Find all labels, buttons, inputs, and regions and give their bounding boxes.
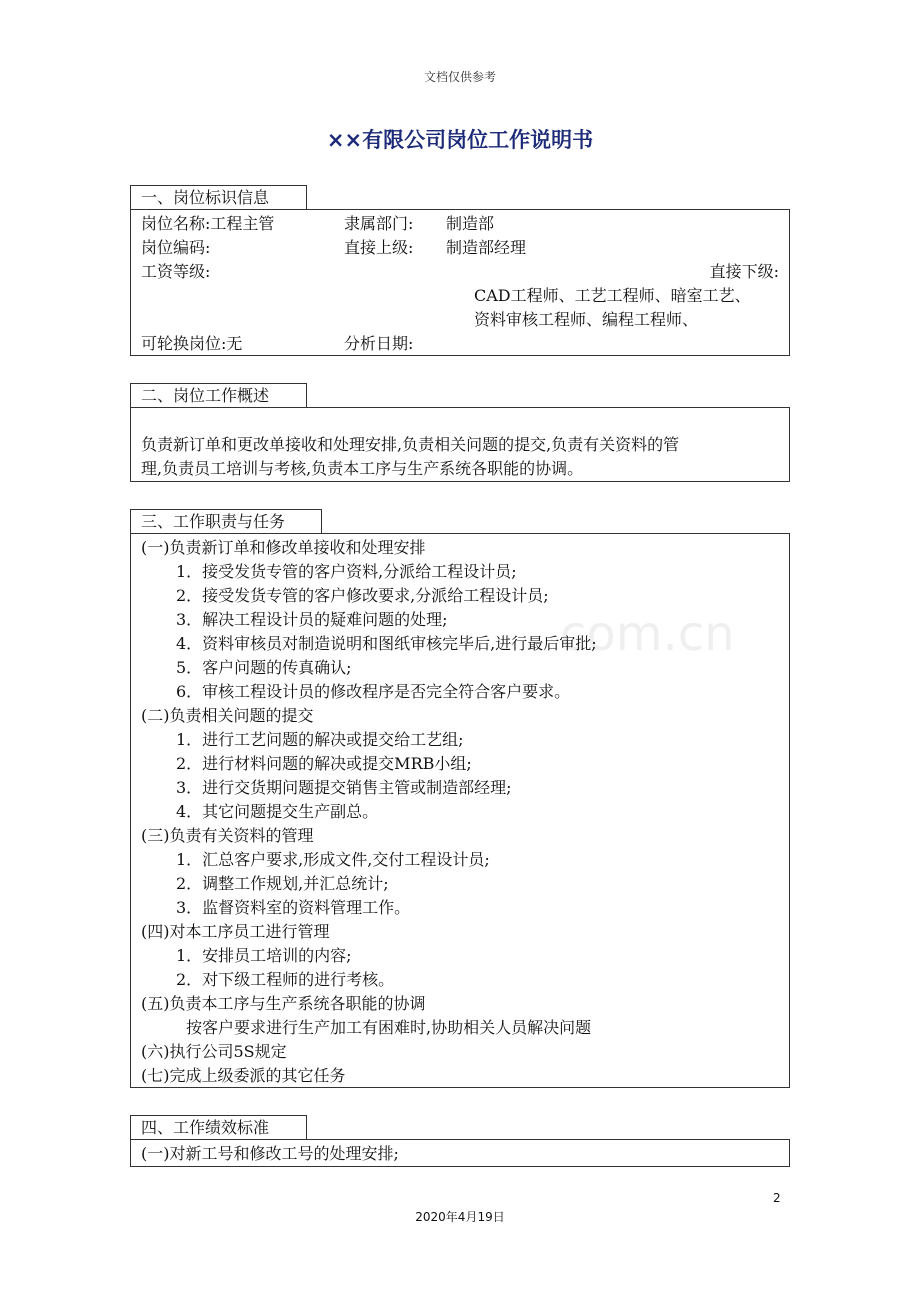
subordinate-line2: 资料审核工程师、编程工程师、 <box>474 310 699 329</box>
duty-item: 6．审核工程设计员的修改程序是否完全符合客户要求。 <box>176 682 571 701</box>
duty-heading: (四)对本工序员工进行管理 <box>141 922 330 941</box>
duty-item: 3．解决工程设计员的疑难问题的处理; <box>176 610 448 629</box>
section1-label: 一、岗位标识信息 <box>130 185 307 209</box>
duty-item: 2．对下级工程师的进行考核。 <box>176 970 395 989</box>
watermark: com.cn <box>560 606 735 662</box>
duty-item: 2．接受发货专管的客户修改要求,分派给工程设计员; <box>176 586 549 605</box>
supervisor-value: 制造部经理 <box>446 238 527 257</box>
duty-item: 2．进行材料问题的解决或提交MRB小组; <box>176 754 472 773</box>
section4-label: 四、工作绩效标准 <box>130 1115 307 1139</box>
document-title: ××有限公司岗位工作说明书 <box>326 128 594 152</box>
section1-box <box>130 209 790 356</box>
summary-line1: 负责新订单和更改单接收和处理安排,负责相关问题的提交,负责有关资料的管 <box>141 435 680 454</box>
standard-line1: (一)对新工号和修改工号的处理安排; <box>141 1144 399 1163</box>
section4-box <box>130 1139 790 1167</box>
duty-heading: (六)执行公司5S规定 <box>141 1042 287 1061</box>
section3-label: 三、工作职责与任务 <box>130 509 322 533</box>
duty-item: 2．调整工作规划,并汇总统计; <box>176 874 389 893</box>
subordinate-label: 直接下级: <box>709 262 779 281</box>
salary-grade: 工资等级: <box>141 262 211 281</box>
supervisor-label: 直接上级: <box>344 238 414 257</box>
duty-item: 1．接受发货专管的客户资料,分派给工程设计员; <box>176 562 517 581</box>
header-note: 文档仅供参考 <box>423 70 496 84</box>
department-value: 制造部 <box>446 214 495 233</box>
duty-item: 5．客户问题的传真确认; <box>176 658 352 677</box>
department-label: 隶属部门: <box>344 214 414 233</box>
duty-heading: (一)负责新订单和修改单接收和处理安排 <box>141 538 426 557</box>
duty-item: 1．安排员工培训的内容; <box>176 946 352 965</box>
duty-item: 4．其它问题提交生产副总。 <box>176 802 379 821</box>
section2-box <box>130 407 790 482</box>
subordinate-line1: CAD工程师、工艺工程师、暗室工艺、 <box>474 286 751 305</box>
duty-heading: (三)负责有关资料的管理 <box>141 826 314 845</box>
duty-item: 1．进行工艺问题的解决或提交给工艺组; <box>176 730 464 749</box>
duty-item: 4．资料审核员对制造说明和图纸审核完毕后,进行最后审批; <box>176 634 597 653</box>
duty-item: 3．进行交货期问题提交销售主管或制造部经理; <box>176 778 512 797</box>
duty-item: 3．监督资料室的资料管理工作。 <box>176 898 411 917</box>
duty-heading: (七)完成上级委派的其它任务 <box>141 1066 346 1085</box>
analysis-date: 分析日期: <box>344 334 414 353</box>
duty-heading: (二)负责相关问题的提交 <box>141 706 314 725</box>
duty-heading: (五)负责本工序与生产系统各职能的协调 <box>141 994 426 1013</box>
summary-line2: 理,负责员工培训与考核,负责本工序与生产系统各职能的协调。 <box>141 459 584 478</box>
position-name: 岗位名称:工程主管 <box>141 214 275 233</box>
section2-label: 二、岗位工作概述 <box>130 383 307 407</box>
duty-item: 1．汇总客户要求,形成文件,交付工程设计员; <box>176 850 490 869</box>
rotation-position: 可轮换岗位:无 <box>141 334 243 353</box>
position-code: 岗位编码: <box>141 238 211 257</box>
duty-item: 按客户要求进行生产加工有困难时,协助相关人员解决问题 <box>186 1018 592 1037</box>
page-number: 2 <box>773 1191 781 1205</box>
footer-date: 2020年4月19日 <box>415 1210 505 1224</box>
